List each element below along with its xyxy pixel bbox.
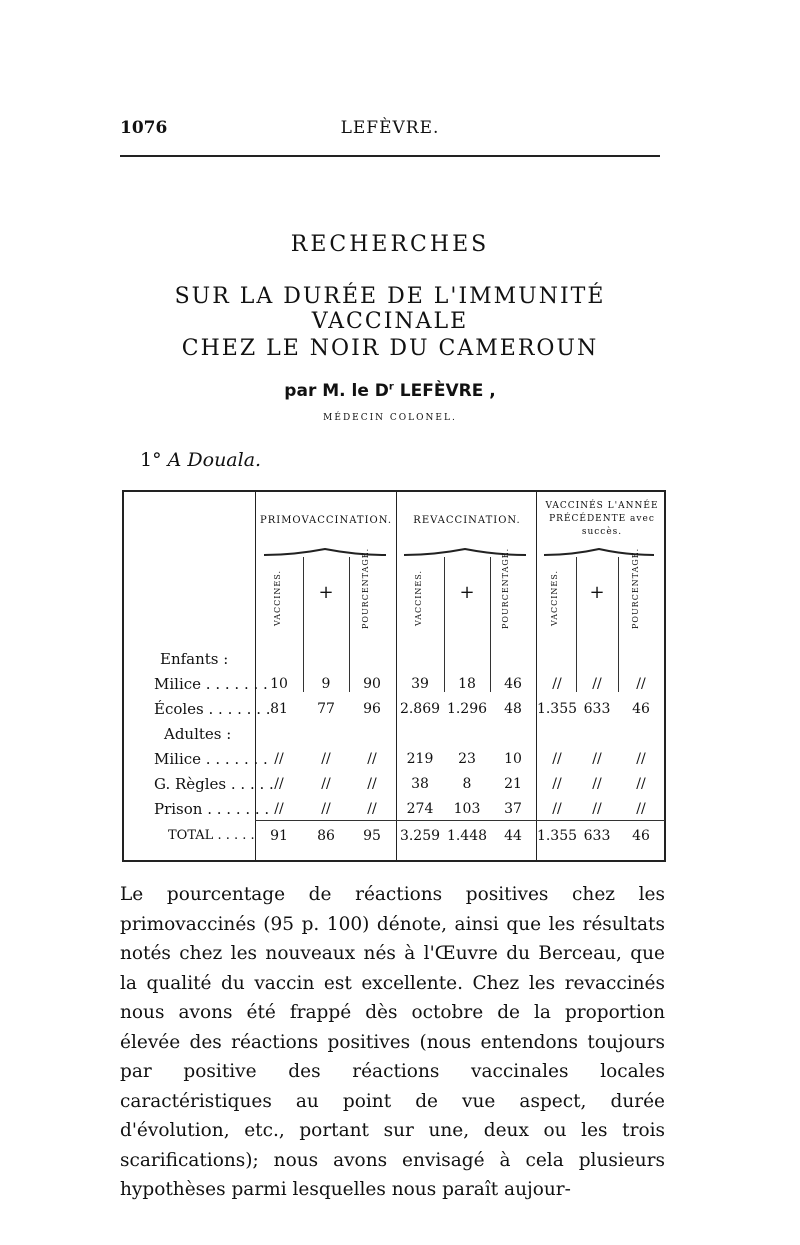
table-cell: 21 xyxy=(504,776,522,792)
table-cell: 48 xyxy=(504,701,522,717)
subcol-plus: + xyxy=(589,582,605,603)
author-rank: MÉDECIN COLONEL. xyxy=(323,413,457,423)
table-cell: // xyxy=(274,776,284,792)
table-cell: // xyxy=(592,776,602,792)
subcol-divider xyxy=(444,557,445,692)
table-cell: // xyxy=(274,751,284,767)
total-cell: 1.448 xyxy=(446,828,488,844)
subcol-divider xyxy=(303,557,304,692)
table-cell: 77 xyxy=(317,701,335,717)
header-rule xyxy=(120,155,660,157)
row-label: Écoles . . . . . . . xyxy=(154,700,271,718)
table-cell: // xyxy=(592,801,602,817)
running-head xyxy=(120,118,660,142)
total-cell: 1.355 xyxy=(536,828,578,844)
table-cell: 10 xyxy=(504,751,522,767)
group-header-vaccines-annee-precedente: VACCINÉS L'ANNÉE PRÉCÉDENTE avec succès. xyxy=(545,501,659,537)
table-cell: // xyxy=(552,751,562,767)
total-cell: 3.259 xyxy=(399,828,441,844)
page-number: 1076 xyxy=(120,118,168,138)
subcol-divider xyxy=(490,557,491,692)
subcol-plus: + xyxy=(459,582,475,603)
table-cell: 39 xyxy=(411,676,429,692)
table-cell: 10 xyxy=(270,676,288,692)
author-name: LEFÈVRE , xyxy=(393,381,496,401)
total-cell: 95 xyxy=(363,828,381,844)
table-cell: // xyxy=(367,776,377,792)
section-label: A Douala. xyxy=(167,449,262,471)
subcol-pct: POURCENTAGE. xyxy=(501,547,510,629)
table-cell: // xyxy=(636,751,646,767)
table-cell: 37 xyxy=(504,801,522,817)
table-cell: // xyxy=(367,751,377,767)
table-cell: 103 xyxy=(453,801,481,817)
vaccination-table xyxy=(122,490,666,862)
subcol-vaccines: VACCINÉS. xyxy=(414,570,423,626)
table-cell: // xyxy=(552,776,562,792)
table-cell: // xyxy=(592,676,602,692)
subcol-divider xyxy=(576,557,577,692)
table-cell: // xyxy=(592,751,602,767)
table-cell: 219 xyxy=(406,751,434,767)
table-cell: 9 xyxy=(321,676,331,692)
subcol-divider xyxy=(618,557,619,692)
table-cell: 8 xyxy=(462,776,472,792)
total-separator xyxy=(255,820,665,821)
subcol-plus: + xyxy=(318,582,334,603)
table-cell: // xyxy=(552,801,562,817)
table-cell: 96 xyxy=(363,701,381,717)
table-cell: // xyxy=(552,676,562,692)
total-label: TOTAL . . . . . xyxy=(168,828,255,843)
total-cell: 633 xyxy=(583,828,611,844)
total-cell: 86 xyxy=(317,828,335,844)
row-label: Adultes : xyxy=(164,725,232,743)
table-cell: 2.869 xyxy=(399,701,441,717)
table-cell: // xyxy=(321,751,331,767)
table-cell: 81 xyxy=(270,701,288,717)
table-cell: // xyxy=(367,801,377,817)
body-paragraph: Le pourcentage de réactions positives chez les primovaccinés (95 p. 100) dénote, ainsi que les résultats notés chez les nouveaux nés à l'Œuvre du Berceau, que la qualité du vaccin est excellente. Chez les revaccinés nous avons été frappé dès octobre de la proportion élevée des réactions positives (nous entendons toujours par positive des réactions vaccinales locales caractéristiques au point de vue aspect, durée d'évolution, etc., portant sur une, deux ou les trois scarifications); nous avons envisagé à cela plusieurs hypothèses parmi lesquelles nous paraît aujour- xyxy=(120,884,665,1200)
table-cell: 38 xyxy=(411,776,429,792)
running-title: LEFÈVRE. xyxy=(340,118,440,138)
group-header-primovaccination: PRIMOVACCINATION. xyxy=(259,515,393,526)
section-heading xyxy=(140,449,261,471)
total-cell: 91 xyxy=(270,828,288,844)
article-title-line-1: RECHERCHES xyxy=(290,232,490,257)
table-cell: 274 xyxy=(406,801,434,817)
subcol-pct: POURCENTAGE. xyxy=(361,547,370,629)
row-label: Prison . . . . . . . xyxy=(154,800,270,818)
total-cell: 44 xyxy=(504,828,522,844)
article-title-line-2: SUR LA DURÉE DE L'IMMUNITÉ VACCINALE xyxy=(174,284,606,334)
table-cell: 1.355 xyxy=(536,701,578,717)
table-cell: 633 xyxy=(583,701,611,717)
table-cell: 90 xyxy=(363,676,381,692)
table-cell: 46 xyxy=(504,676,522,692)
byline-prefix: par M. le D xyxy=(284,381,389,401)
subcol-divider xyxy=(349,557,350,692)
row-label: Milice . . . . . . . xyxy=(154,675,268,693)
article-title-line-3: CHEZ LE NOIR DU CAMEROUN xyxy=(181,336,599,361)
row-label: Enfants : xyxy=(160,650,229,668)
table-cell: 46 xyxy=(632,701,650,717)
table-cell: // xyxy=(321,776,331,792)
table-cell: // xyxy=(274,801,284,817)
byline-sup: r xyxy=(388,381,394,393)
table-cell: // xyxy=(636,801,646,817)
table-cell: 1.296 xyxy=(446,701,488,717)
total-cell: 46 xyxy=(632,828,650,844)
subcol-pct: POURCENTAGE. xyxy=(631,547,640,629)
table-cell: 23 xyxy=(458,751,476,767)
section-number: 1° xyxy=(140,449,162,471)
byline xyxy=(120,381,660,401)
row-label: G. Règles . . . . . xyxy=(154,775,274,793)
subcol-vaccines: VACCINÉS. xyxy=(550,570,559,626)
group-header-revaccination: REVACCINATION. xyxy=(413,515,521,526)
table-cell: // xyxy=(321,801,331,817)
row-label: Milice . . . . . . . xyxy=(154,750,268,768)
table-cell: // xyxy=(636,776,646,792)
subcol-vaccines: VACCINÉS. xyxy=(273,570,282,626)
table-cell: // xyxy=(636,676,646,692)
table-cell: 18 xyxy=(458,676,476,692)
